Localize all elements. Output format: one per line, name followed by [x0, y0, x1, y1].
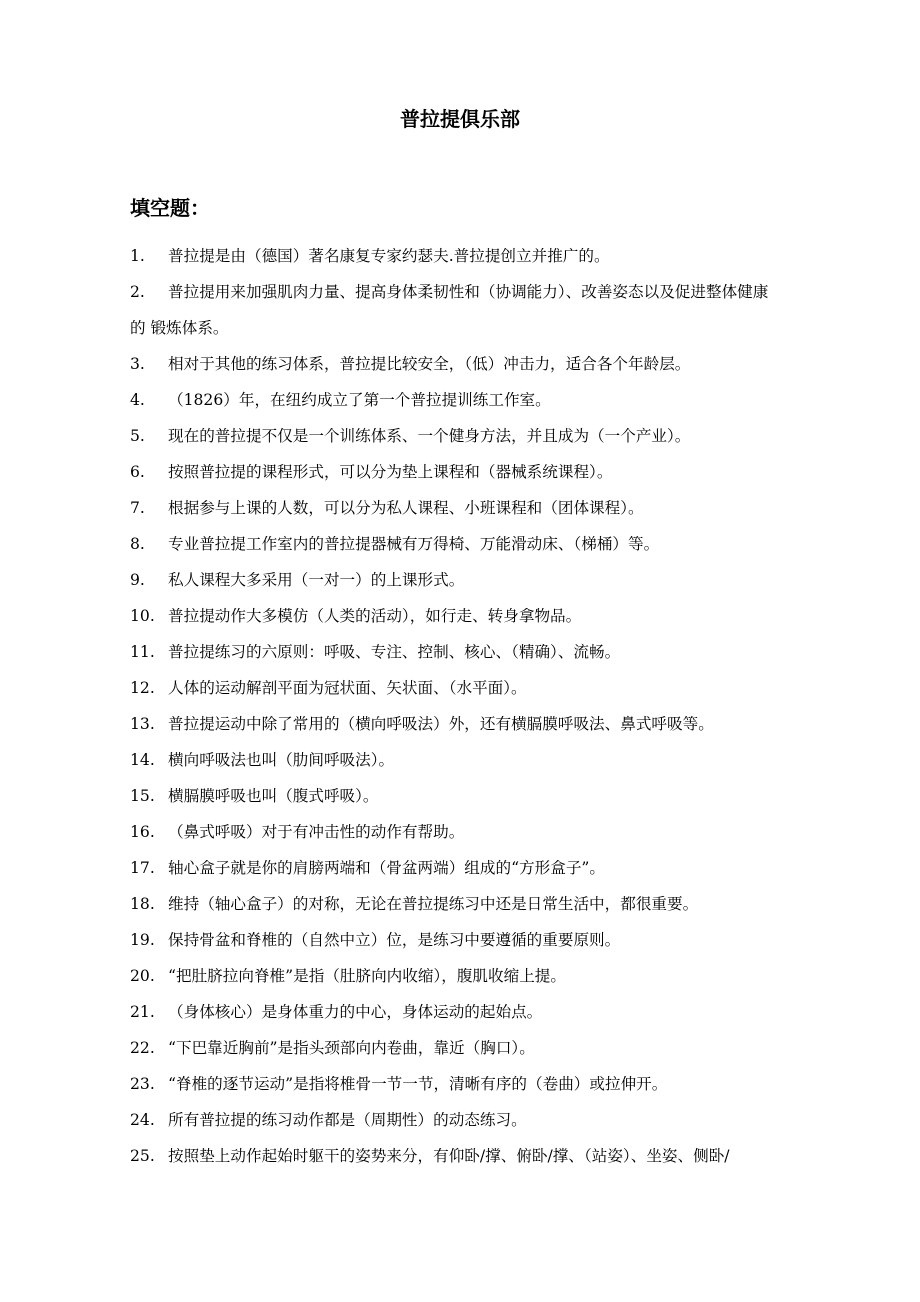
list-item — [130, 562, 778, 598]
item-number: 1. — [130, 247, 145, 265]
item-number: 4. — [130, 391, 145, 409]
item-text: 所有普拉提的练习动作都是（周期性）的动态练习。 — [168, 1111, 527, 1129]
list-item — [130, 382, 778, 418]
item-number: 19. — [130, 931, 155, 949]
item-number: 7. — [130, 499, 145, 517]
item-text: “脊椎的逐节运动”是指将椎骨一节一节，清晰有序的（卷曲）或拉伸开。 — [168, 1075, 668, 1093]
item-number: 18. — [130, 895, 155, 913]
list-item — [130, 922, 778, 958]
item-text: “把肚脐拉向脊椎”是指（肚脐向内收缩），腹肌收缩上提。 — [168, 967, 566, 985]
item-number: 8. — [130, 535, 145, 553]
list-item — [130, 490, 778, 526]
list-item — [130, 670, 778, 706]
item-text: 保持骨盆和脊椎的（自然中立）位，是练习中要遵循的重要原则。 — [168, 931, 621, 949]
item-text: 横向呼吸法也叫（肋间呼吸法）。 — [168, 751, 395, 769]
item-number: 10. — [130, 607, 155, 625]
item-text: 普拉提用来加强肌肉力量、提高身体柔韧性和（协调能力）、改善姿态以及促进整体健康的 锻炼体系。 — [130, 283, 769, 337]
item-text: 按照垫上动作起始时躯干的姿势来分，有仰卧/撑、俯卧/撑、（站姿）、坐姿、侧卧/ — [168, 1147, 730, 1165]
item-text: 普拉提是由（德国）著名康复专家约瑟夫.普拉提创立并推广的。 — [168, 247, 610, 265]
item-text: 维持（轴心盒子）的对称，无论在普拉提练习中还是日常生活中，都很重要。 — [168, 895, 699, 913]
item-number: 15. — [130, 787, 155, 805]
item-text: 普拉提练习的六原则：呼吸、专注、控制、核心、（精确）、流畅。 — [168, 643, 621, 661]
item-text: 现在的普拉提不仅是一个训练体系、一个健身方法，并且成为（一个产业）。 — [168, 427, 691, 445]
list-item — [130, 238, 778, 274]
item-number: 14. — [130, 751, 155, 769]
item-text: 普拉提动作大多模仿（人类的活动），如行走、转身拿物品。 — [168, 607, 582, 625]
item-number: 16. — [130, 823, 155, 841]
question-list — [130, 238, 778, 1174]
list-item — [130, 850, 778, 886]
list-item — [130, 346, 778, 382]
item-text: “下巴靠近胸前”是指头颈部向内卷曲，靠近（胸口）。 — [168, 1039, 535, 1057]
item-number: 23. — [130, 1075, 155, 1093]
list-item — [130, 598, 778, 634]
item-number: 25. — [130, 1147, 155, 1165]
item-text: 人体的运动解剖平面为冠状面、矢状面、（水平面）。 — [168, 679, 527, 697]
item-number: 2. — [130, 283, 145, 301]
list-item — [130, 886, 778, 922]
item-text: 普拉提运动中除了常用的（横向呼吸法）外，还有横膈膜呼吸法、鼻式呼吸等。 — [168, 715, 714, 733]
document-title: 普拉提俱乐部 — [400, 107, 520, 131]
item-number: 22. — [130, 1039, 155, 1057]
item-number: 21. — [130, 1003, 155, 1021]
item-number: 3. — [130, 355, 145, 373]
item-text: 横膈膜呼吸也叫（腹式呼吸）。 — [168, 787, 379, 805]
section-heading: 填空题： — [130, 196, 210, 220]
list-item — [130, 526, 778, 562]
list-item — [130, 958, 778, 994]
item-text: 私人课程大多采用（一对一）的上课形式。 — [168, 571, 465, 589]
item-text: 专业普拉提工作室内的普拉提器械有万得椅、万能滑动床、（梯桶）等。 — [168, 535, 660, 553]
list-item — [130, 742, 778, 778]
list-item — [130, 706, 778, 742]
item-text: 根据参与上课的人数，可以分为私人课程、小班课程和（团体课程）。 — [168, 499, 644, 517]
item-number: 20. — [130, 967, 155, 985]
list-item — [130, 778, 778, 814]
list-item — [130, 1030, 778, 1066]
list-item — [130, 454, 778, 490]
item-number: 6. — [130, 463, 145, 481]
item-number: 12. — [130, 679, 155, 697]
item-number: 17. — [130, 859, 155, 877]
list-item — [130, 274, 778, 346]
item-number: 9. — [130, 571, 145, 589]
item-text: （1826）年，在纽约成立了第一个普拉提训练工作室。 — [168, 391, 551, 409]
item-text: 按照普拉提的课程形式，可以分为垫上课程和（器械系统课程）。 — [168, 463, 613, 481]
item-number: 11. — [130, 643, 155, 661]
list-item — [130, 1138, 778, 1174]
item-number: 13. — [130, 715, 155, 733]
list-item — [130, 994, 778, 1030]
item-text: 相对于其他的练习体系，普拉提比较安全，（低）冲击力，适合各个年龄层。 — [168, 355, 691, 373]
list-item — [130, 814, 778, 850]
list-item — [130, 418, 778, 454]
item-text: 轴心盒子就是你的肩膀两端和（骨盆两端）组成的“方形盒子”。 — [168, 859, 605, 877]
list-item — [130, 1102, 778, 1138]
item-text: （身体核心）是身体重力的中心，身体运动的起始点。 — [168, 1003, 543, 1021]
list-item — [130, 634, 778, 670]
item-number: 5. — [130, 427, 145, 445]
item-number: 24. — [130, 1111, 155, 1129]
item-text: （鼻式呼吸）对于有冲击性的动作有帮助。 — [168, 823, 465, 841]
list-item — [130, 1066, 778, 1102]
